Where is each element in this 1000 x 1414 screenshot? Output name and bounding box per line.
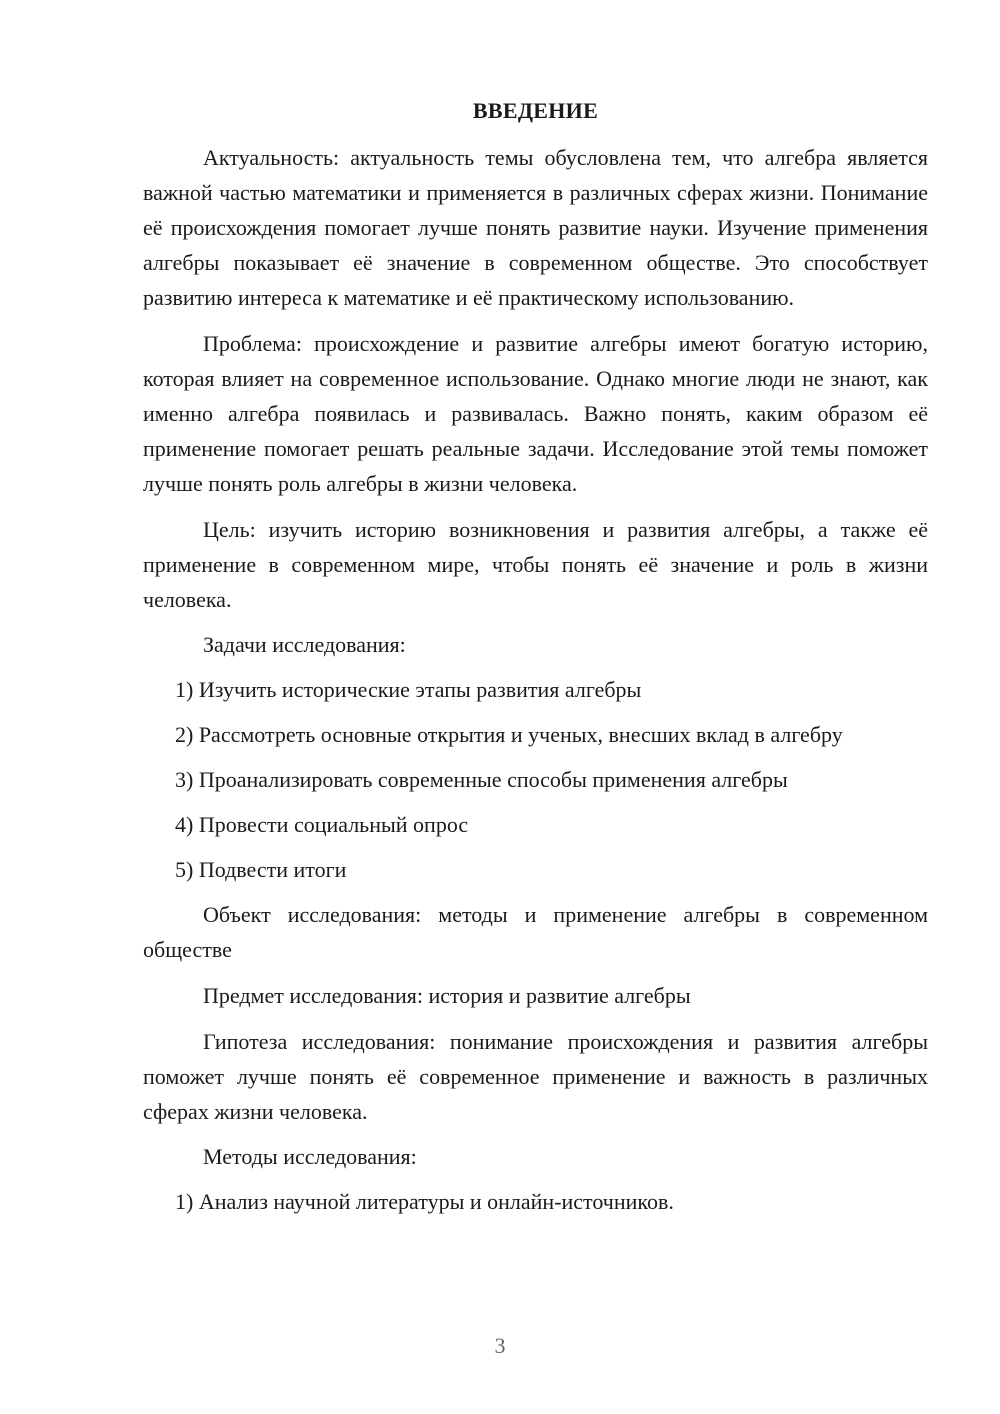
hypothesis-paragraph: Гипотеза исследования: понимание происхождения и развития алгебры поможет лучше понять её современное применение и важность в различных сферах жизни человека. bbox=[143, 1029, 928, 1124]
task-item: 5) Подвести итоги bbox=[175, 857, 347, 882]
section-title: ВВЕДЕНИЕ bbox=[472, 98, 599, 123]
relevance-paragraph: Актуальность: актуальность темы обусловлена тем, что алгебра является важной частью математики и применяется в различных сферах жизни. Понимание её происхождения помогает лучше понять развитие науки. Изучение применения алгебры показывает её значение в современном обществе. Это способствует развитию интереса к математике и её практическому использованию. bbox=[143, 145, 928, 310]
subject-paragraph: Предмет исследования: история и развитие алгебры bbox=[203, 983, 691, 1008]
task-item: 4) Провести социальный опрос bbox=[175, 812, 469, 837]
object-paragraph: Объект исследования: методы и применение алгебры в современном обществе bbox=[143, 902, 928, 962]
methods-list bbox=[143, 1184, 928, 1219]
tasks-list bbox=[143, 672, 928, 887]
task-item: 3) Проанализировать современные способы применения алгебры bbox=[175, 767, 788, 792]
methods-heading: Методы исследования: bbox=[203, 1144, 417, 1169]
task-item: 1) Изучить исторические этапы развития алгебры bbox=[175, 677, 642, 702]
method-item: 1) Анализ научной литературы и онлайн-источников. bbox=[175, 1189, 674, 1214]
page-content bbox=[143, 96, 928, 1219]
goal-paragraph: Цель: изучить историю возникновения и развития алгебры, а также её применение в современном мире, чтобы понять её значение и роль в жизни человека. bbox=[143, 517, 928, 612]
page-number: 3 bbox=[494, 1333, 506, 1358]
tasks-heading: Задачи исследования: bbox=[203, 632, 406, 657]
task-item: 2) Рассмотреть основные открытия и ученых, внесших вклад в алгебру bbox=[175, 722, 843, 747]
problem-paragraph: Проблема: происхождение и развитие алгебры имеют богатую историю, которая влияет на современное использование. Однако многие люди не знают, как именно алгебра появилась и развивалась. Важно понять, каким образом её применение помогает решать реальные задачи. Исследование этой темы поможет лучше понять роль алгебры в жизни человека. bbox=[143, 331, 928, 496]
